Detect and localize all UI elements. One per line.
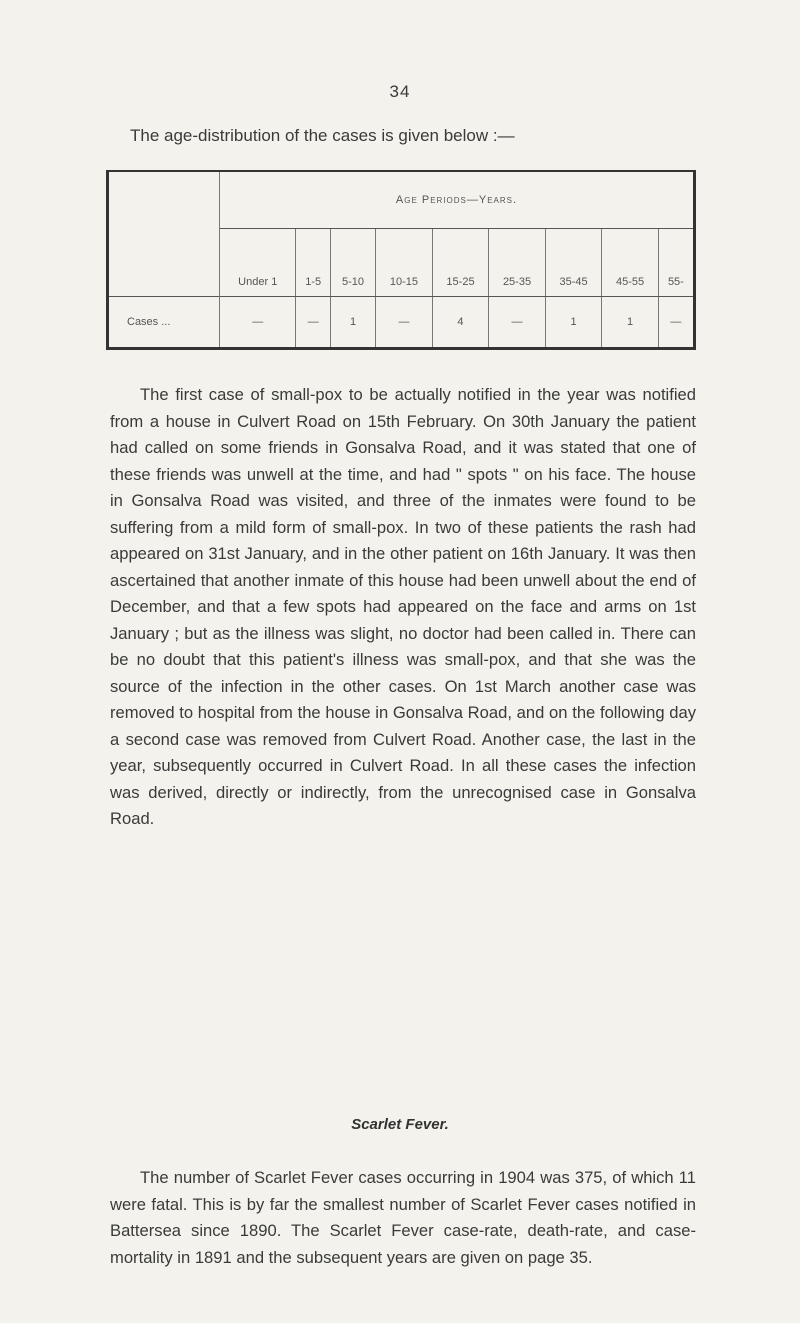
column-header: 55- (658, 229, 694, 297)
table-cell: 1 (330, 297, 375, 349)
row-label-cases: Cases ... (108, 297, 220, 349)
age-distribution-table (106, 170, 696, 350)
table-cell: — (376, 297, 433, 349)
table-cell: 1 (545, 297, 602, 349)
column-header: 35-45 (545, 229, 602, 297)
table-intro: The age-distribution of the cases is given below :— (130, 126, 515, 145)
column-header: 1-5 (296, 229, 330, 297)
table-cell: — (252, 316, 264, 328)
column-header: Under 1 (220, 229, 296, 297)
page-number: 34 (389, 82, 411, 101)
section-title-scarlet-fever: Scarlet Fever. (351, 1116, 449, 1133)
table-row (108, 297, 695, 349)
scarlet-fever-paragraph: The number of Scarlet Fever cases occurring in 1904 was 375, of which 11 were fatal. This is by far the smallest number of Scarlet Fever cases notified in Battersea since 1890. The Scarlet Fever case-rate, death-rate, and case-mortality in 1891 and the subsequent years are given on page 35. (110, 1168, 696, 1267)
column-header: 45-55 (602, 229, 659, 297)
table-cell: 1 (602, 297, 659, 349)
table-cell: — (296, 297, 330, 349)
column-header: 25-35 (489, 229, 546, 297)
table-cell: 4 (432, 297, 489, 349)
smallpox-paragraph: The first case of small-pox to be actually notified in the year was notified from a house in Culvert Road on 15th February. On 30th January the patient had called on some friends in Gonsalva Road, and it was stated that one of these friends was unwell at the time, and had " spots " on his face. The house in Gonsalva Road was visited, and three of the inmates were found to be suffering from a mild form of small-pox. In two of these patients the rash had appeared on 31st January, and in the other patient on 16th January. It was then ascertained that another inmate of this house had been unwell about the end of December, and that a few spots had appeared on the face and arms on 1st January ; but as the illness was slight, no doctor had been called in. There can be no doubt that this patient's illness was small-pox, and that she was the source of the infection in the other cases. On 1st March another case was removed to hospital from the house in Gonsalva Road, and on the following day a second case was removed from Culvert Road. Another case, the last in the year, subsequently occurred in Culvert Road. In all these cases the infection was derived, directly or indirectly, from the unrecognised case in Gonsalva Road. (110, 385, 696, 828)
column-header: 5-10 (330, 229, 375, 297)
column-header: 10-15 (376, 229, 433, 297)
table-cell: — (658, 297, 694, 349)
table-cell: — (489, 297, 546, 349)
column-header: 15-25 (432, 229, 489, 297)
age-periods-heading: Age Periods—Years. (220, 171, 695, 229)
table-stub-header (108, 171, 220, 297)
